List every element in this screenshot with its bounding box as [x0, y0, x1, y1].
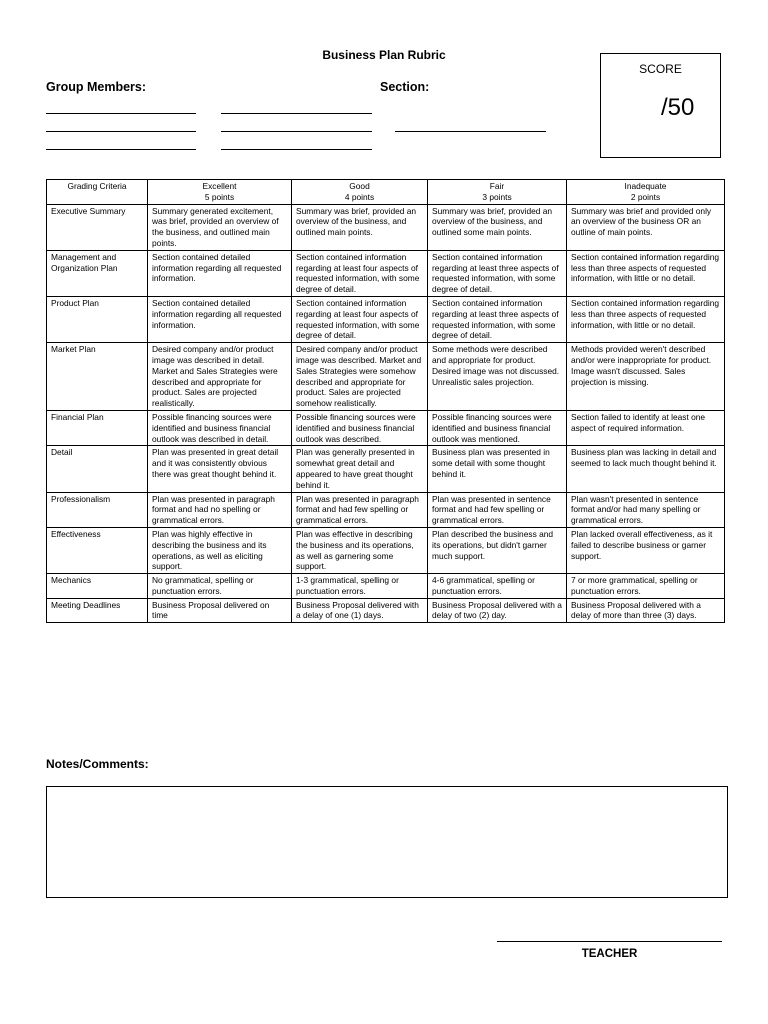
- good-cell: Plan was effective in describing the business and its operations, as well as garnering some support.: [292, 527, 428, 573]
- header-good: Good 4 points: [292, 180, 428, 205]
- excellent-cell: Plan was highly effective in describing the business and its operations, as well as eliciting support.: [148, 527, 292, 573]
- group-member-line-6[interactable]: [221, 149, 372, 150]
- excellent-cell: Section contained detailed information regarding all requested information.: [148, 250, 292, 296]
- table-row: [47, 492, 725, 527]
- excellent-cell: Plan was presented in great detail and it was consistently obvious there was great thought behind it.: [148, 446, 292, 492]
- excellent-cell: Plan was presented in paragraph format and had no spelling or grammatical errors.: [148, 492, 292, 527]
- table-row: [47, 250, 725, 296]
- table-row: [47, 527, 725, 573]
- criteria-cell: Executive Summary: [47, 204, 148, 250]
- score-value: /50: [661, 94, 695, 121]
- excellent-cell: Section contained detailed information regarding all requested information.: [148, 296, 292, 342]
- inadequate-cell: Business plan was lacking in detail and seemed to lack much thought behind it.: [567, 446, 725, 492]
- header-fair: Fair 3 points: [428, 180, 567, 205]
- good-cell: 1-3 grammatical, spelling or punctuation errors.: [292, 574, 428, 599]
- criteria-cell: Financial Plan: [47, 410, 148, 445]
- group-member-line-5[interactable]: [46, 149, 196, 150]
- fair-cell: Section contained information regarding at least three aspects of requested information, with some degree of detail.: [428, 250, 567, 296]
- good-cell: Possible financing sources were identified and business financial outlook was described.: [292, 410, 428, 445]
- criteria-cell: Product Plan: [47, 296, 148, 342]
- group-member-line-4[interactable]: [221, 131, 372, 132]
- good-cell: Desired company and/or product image was described. Market and Sales Strategies were somehow described and appropriate for product. Sales are projected somehow realistically.: [292, 343, 428, 411]
- group-members-label: Group Members:: [46, 80, 147, 94]
- criteria-cell: Detail: [47, 446, 148, 492]
- excellent-cell: Desired company and/or product image was described in detail. Market and Sales Strategies were described and appropriate for product. Sales are projected realistically.: [148, 343, 292, 411]
- fair-cell: Section contained information regarding at least three aspects of requested information, with some degree of detail.: [428, 296, 567, 342]
- header-excellent: Excellent 5 points: [148, 180, 292, 205]
- section-label: Section:: [380, 80, 430, 94]
- teacher-label: TEACHER: [581, 948, 638, 960]
- criteria-cell: Mechanics: [47, 574, 148, 599]
- section-line[interactable]: [395, 131, 546, 132]
- rubric-table: [46, 179, 725, 623]
- criteria-cell: Professionalism: [47, 492, 148, 527]
- header-inadequate: Inadequate 2 points: [567, 180, 725, 205]
- table-row: [47, 296, 725, 342]
- header-criteria: Grading Criteria: [47, 180, 148, 205]
- table-row: [47, 204, 725, 250]
- inadequate-cell: Summary was brief and provided only an overview of the business OR an outline of main points.: [567, 204, 725, 250]
- table-row: [47, 410, 725, 445]
- notes-box[interactable]: [46, 786, 728, 898]
- group-member-line-2[interactable]: [221, 113, 372, 114]
- score-box: [600, 53, 721, 158]
- good-cell: Plan was generally presented in somewhat great detail and appeared to have great thought behind it.: [292, 446, 428, 492]
- table-row: [47, 574, 725, 599]
- inadequate-cell: Plan wasn't presented in sentence format and/or had many spelling or grammatical errors.: [567, 492, 725, 527]
- fair-cell: Plan was presented in sentence format and had few spelling or grammatical errors.: [428, 492, 567, 527]
- score-label: SCORE: [639, 62, 682, 76]
- inadequate-cell: Section contained information regarding less than three aspects of requested information, with little or no detail.: [567, 296, 725, 342]
- rubric-header-row: [47, 180, 725, 205]
- good-cell: Section contained information regarding at least four aspects of requested information, with some degree of detail.: [292, 296, 428, 342]
- fair-cell: Some methods were described and appropriate for product. Desired image was not discussed. Unrealistic sales projection.: [428, 343, 567, 411]
- criteria-cell: Meeting Deadlines: [47, 598, 148, 623]
- fair-cell: Possible financing sources were identified and business financial outlook was mentioned.: [428, 410, 567, 445]
- fair-cell: Business Proposal delivered with a delay of two (2) day.: [428, 598, 567, 623]
- table-row: [47, 598, 725, 623]
- group-member-line-3[interactable]: [46, 131, 196, 132]
- table-row: [47, 343, 725, 411]
- good-cell: Summary was brief, provided an overview of the business, and outlined main points.: [292, 204, 428, 250]
- inadequate-cell: Section failed to identify at least one aspect of required information.: [567, 410, 725, 445]
- table-row: [47, 446, 725, 492]
- fair-cell: 4-6 grammatical, spelling or punctuation errors.: [428, 574, 567, 599]
- inadequate-cell: 7 or more grammatical, spelling or punctuation errors.: [567, 574, 725, 599]
- inadequate-cell: Business Proposal delivered with a delay of more than three (3) days.: [567, 598, 725, 623]
- good-cell: Section contained information regarding at least four aspects of requested information, with some degree of detail.: [292, 250, 428, 296]
- good-cell: Plan was presented in paragraph format and had few spelling or grammatical errors.: [292, 492, 428, 527]
- criteria-cell: Market Plan: [47, 343, 148, 411]
- inadequate-cell: Methods provided weren't described and/or were inappropriate for product. Image wasn't discussed. Sales projection is missing.: [567, 343, 725, 411]
- good-cell: Business Proposal delivered with a delay of one (1) days.: [292, 598, 428, 623]
- teacher-signature-line[interactable]: [497, 941, 722, 942]
- excellent-cell: Business Proposal delivered on time: [148, 598, 292, 623]
- fair-cell: Summary was brief, provided an overview of the business, and outlined some main points.: [428, 204, 567, 250]
- fair-cell: Plan described the business and its operations, but didn't garner much support.: [428, 527, 567, 573]
- excellent-cell: No grammatical, spelling or punctuation errors.: [148, 574, 292, 599]
- inadequate-cell: Plan lacked overall effectiveness, as it failed to describe business or garner support.: [567, 527, 725, 573]
- excellent-cell: Possible financing sources were identified and business financial outlook was described in detail.: [148, 410, 292, 445]
- criteria-cell: Management and Organization Plan: [47, 250, 148, 296]
- excellent-cell: Summary generated excitement, was brief, provided an overview of the business, and outlined main points.: [148, 204, 292, 250]
- notes-label: Notes/Comments:: [46, 757, 149, 771]
- criteria-cell: Effectiveness: [47, 527, 148, 573]
- page-title: Business Plan Rubric: [322, 48, 446, 62]
- group-member-line-1[interactable]: [46, 113, 196, 114]
- fair-cell: Business plan was presented in some detail with some thought behind it.: [428, 446, 567, 492]
- inadequate-cell: Section contained information regarding less than three aspects of requested information, with little or no detail.: [567, 250, 725, 296]
